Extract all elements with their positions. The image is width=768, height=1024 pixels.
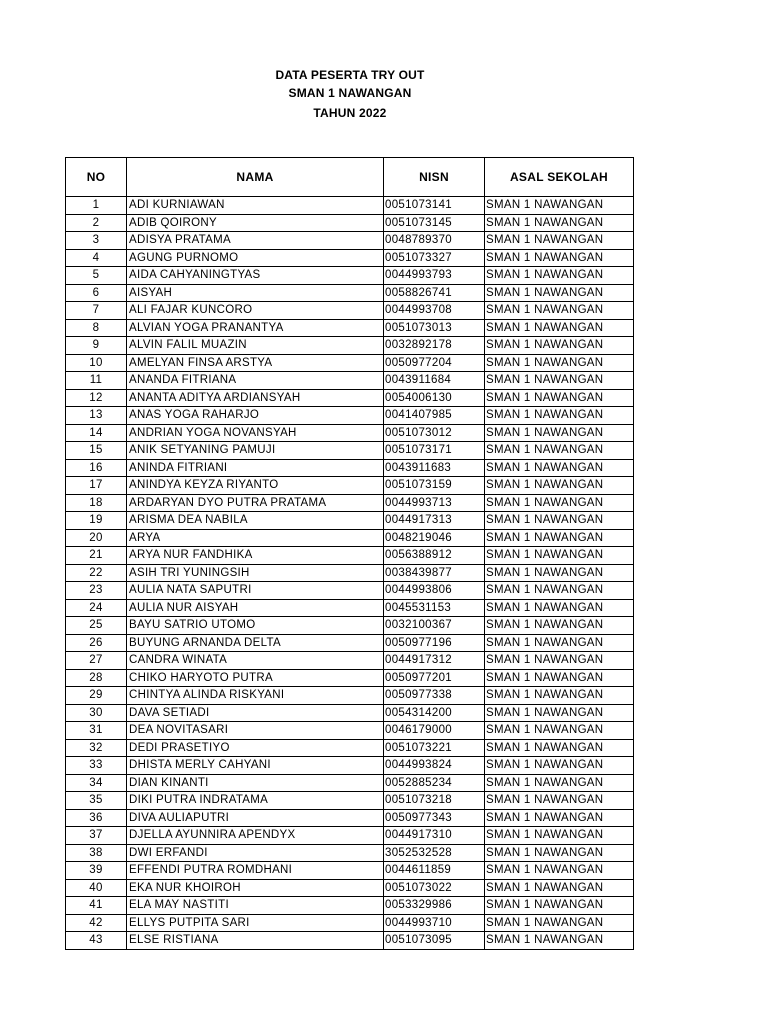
table-row [66, 774, 634, 792]
student-nisn-cell: 0054006130 [384, 389, 485, 407]
table-row [66, 267, 634, 285]
table-row [66, 494, 634, 512]
student-name-cell: ANAS YOGA RAHARJO [127, 407, 384, 425]
table-row [66, 739, 634, 757]
school-name-cell: SMAN 1 NAWANGAN [485, 704, 634, 722]
table-row [66, 249, 634, 267]
row-number-cell: 24 [66, 599, 127, 617]
row-number-cell: 37 [66, 827, 127, 845]
student-name-cell: EFFENDI PUTRA ROMDHANI [127, 862, 384, 880]
column-header-no: NO [66, 158, 127, 197]
row-number-cell: 4 [66, 249, 127, 267]
school-name-cell: SMAN 1 NAWANGAN [485, 827, 634, 845]
student-nisn-cell: 0052885234 [384, 774, 485, 792]
table-row [66, 879, 634, 897]
student-name-cell: CANDRA WINATA [127, 652, 384, 670]
row-number-cell: 33 [66, 757, 127, 775]
table-row [66, 214, 634, 232]
table-row [66, 862, 634, 880]
student-name-cell: ARISMA DEA NABILA [127, 512, 384, 530]
row-number-cell: 35 [66, 792, 127, 810]
table-row [66, 372, 634, 390]
student-name-cell: ALVIAN YOGA PRANANTYA [127, 319, 384, 337]
school-name-cell: SMAN 1 NAWANGAN [485, 722, 634, 740]
school-name-cell: SMAN 1 NAWANGAN [485, 687, 634, 705]
school-name-cell: SMAN 1 NAWANGAN [485, 302, 634, 320]
student-name-cell: ARYA [127, 529, 384, 547]
school-name-cell: SMAN 1 NAWANGAN [485, 512, 634, 530]
table-row [66, 617, 634, 635]
student-nisn-cell: 3052532528 [384, 844, 485, 862]
table-row [66, 809, 634, 827]
school-name-cell: SMAN 1 NAWANGAN [485, 547, 634, 565]
table-row [66, 914, 634, 932]
student-nisn-cell: 0044993708 [384, 302, 485, 320]
row-number-cell: 3 [66, 232, 127, 250]
school-name-cell: SMAN 1 NAWANGAN [485, 774, 634, 792]
table-row [66, 337, 634, 355]
student-nisn-cell: 0046179000 [384, 722, 485, 740]
school-name-cell: SMAN 1 NAWANGAN [485, 232, 634, 250]
student-nisn-cell: 0054314200 [384, 704, 485, 722]
student-nisn-cell: 0051073022 [384, 879, 485, 897]
row-number-cell: 9 [66, 337, 127, 355]
school-name-cell: SMAN 1 NAWANGAN [485, 564, 634, 582]
student-name-cell: ELA MAY NASTITI [127, 897, 384, 915]
school-name-cell: SMAN 1 NAWANGAN [485, 529, 634, 547]
student-name-cell: AULIA NATA SAPUTRI [127, 582, 384, 600]
student-name-cell: ADISYA PRATAMA [127, 232, 384, 250]
school-name-cell: SMAN 1 NAWANGAN [485, 249, 634, 267]
school-name-cell: SMAN 1 NAWANGAN [485, 897, 634, 915]
school-name-cell: SMAN 1 NAWANGAN [485, 844, 634, 862]
school-name-cell: SMAN 1 NAWANGAN [485, 337, 634, 355]
table-row [66, 704, 634, 722]
school-name-cell: SMAN 1 NAWANGAN [485, 372, 634, 390]
row-number-cell: 13 [66, 407, 127, 425]
student-nisn-cell: 0043911683 [384, 459, 485, 477]
table-row [66, 844, 634, 862]
student-nisn-cell: 0051073145 [384, 214, 485, 232]
table-row [66, 232, 634, 250]
row-number-cell: 40 [66, 879, 127, 897]
student-nisn-cell: 0050977338 [384, 687, 485, 705]
school-name-cell: SMAN 1 NAWANGAN [485, 809, 634, 827]
student-name-cell: ARYA NUR FANDHIKA [127, 547, 384, 565]
school-name-cell: SMAN 1 NAWANGAN [485, 739, 634, 757]
student-nisn-cell: 0044917312 [384, 652, 485, 670]
student-name-cell: DWI ERFANDI [127, 844, 384, 862]
student-name-cell: AULIA NUR AISYAH [127, 599, 384, 617]
table-row [66, 652, 634, 670]
student-nisn-cell: 0050977196 [384, 634, 485, 652]
table-row [66, 827, 634, 845]
school-name-cell: SMAN 1 NAWANGAN [485, 617, 634, 635]
row-number-cell: 27 [66, 652, 127, 670]
student-nisn-cell: 0044993806 [384, 582, 485, 600]
student-nisn-cell: 0048219046 [384, 529, 485, 547]
table-row [66, 687, 634, 705]
student-name-cell: ANIK SETYANING PAMUJI [127, 442, 384, 460]
school-name-cell: SMAN 1 NAWANGAN [485, 634, 634, 652]
school-name-cell: SMAN 1 NAWANGAN [485, 267, 634, 285]
student-name-cell: DHISTA MERLY CAHYANI [127, 757, 384, 775]
student-name-cell: ANINDYA KEYZA RIYANTO [127, 477, 384, 495]
student-name-cell: ANDRIAN YOGA NOVANSYAH [127, 424, 384, 442]
row-number-cell: 38 [66, 844, 127, 862]
student-name-cell: AIDA CAHYANINGTYAS [127, 267, 384, 285]
student-nisn-cell: 0050977204 [384, 354, 485, 372]
row-number-cell: 36 [66, 809, 127, 827]
table-row [66, 564, 634, 582]
student-name-cell: ASIH TRI YUNINGSIH [127, 564, 384, 582]
table-row [66, 407, 634, 425]
student-nisn-cell: 0043911684 [384, 372, 485, 390]
row-number-cell: 16 [66, 459, 127, 477]
row-number-cell: 25 [66, 617, 127, 635]
student-name-cell: EKA NUR KHOIROH [127, 879, 384, 897]
student-name-cell: BAYU SATRIO UTOMO [127, 617, 384, 635]
year-heading: TAHUN 2022 [313, 106, 387, 120]
row-number-cell: 26 [66, 634, 127, 652]
student-nisn-cell: 0032100367 [384, 617, 485, 635]
student-nisn-cell: 0051073159 [384, 477, 485, 495]
student-nisn-cell: 0044993713 [384, 494, 485, 512]
student-nisn-cell: 0048789370 [384, 232, 485, 250]
column-header-nisn: NISN [384, 158, 485, 197]
school-name-cell: SMAN 1 NAWANGAN [485, 459, 634, 477]
row-number-cell: 34 [66, 774, 127, 792]
student-name-cell: ARDARYAN DYO PUTRA PRATAMA [127, 494, 384, 512]
school-name-cell: SMAN 1 NAWANGAN [485, 477, 634, 495]
table-row [66, 634, 634, 652]
school-name-cell: SMAN 1 NAWANGAN [485, 494, 634, 512]
student-name-cell: ADIB QOIRONY [127, 214, 384, 232]
student-name-cell: AMELYAN FINSA ARSTYA [127, 354, 384, 372]
student-nisn-cell: 0051073218 [384, 792, 485, 810]
student-name-cell: ALVIN FALIL MUAZIN [127, 337, 384, 355]
student-name-cell: ELSE RISTIANA [127, 932, 384, 950]
student-nisn-cell: 0032892178 [384, 337, 485, 355]
student-name-cell: AGUNG PURNOMO [127, 249, 384, 267]
student-nisn-cell: 0050977201 [384, 669, 485, 687]
row-number-cell: 39 [66, 862, 127, 880]
student-nisn-cell: 0051073013 [384, 319, 485, 337]
student-name-cell: DEA NOVITASARI [127, 722, 384, 740]
row-number-cell: 19 [66, 512, 127, 530]
student-nisn-cell: 0051073095 [384, 932, 485, 950]
student-nisn-cell: 0051073327 [384, 249, 485, 267]
school-name-cell: SMAN 1 NAWANGAN [485, 599, 634, 617]
row-number-cell: 22 [66, 564, 127, 582]
student-nisn-cell: 0045531153 [384, 599, 485, 617]
school-name-cell: SMAN 1 NAWANGAN [485, 284, 634, 302]
student-name-cell: ADI KURNIAWAN [127, 197, 384, 215]
student-name-cell: ALI FAJAR KUNCORO [127, 302, 384, 320]
row-number-cell: 6 [66, 284, 127, 302]
student-nisn-cell: 0056388912 [384, 547, 485, 565]
column-header-nama: NAMA [127, 158, 384, 197]
student-nisn-cell: 0058826741 [384, 284, 485, 302]
row-number-cell: 31 [66, 722, 127, 740]
student-name-cell: DIAN KINANTI [127, 774, 384, 792]
table-row [66, 669, 634, 687]
row-number-cell: 20 [66, 529, 127, 547]
row-number-cell: 23 [66, 582, 127, 600]
school-name-cell: SMAN 1 NAWANGAN [485, 932, 634, 950]
student-nisn-cell: 0053329986 [384, 897, 485, 915]
school-name-cell: SMAN 1 NAWANGAN [485, 319, 634, 337]
row-number-cell: 8 [66, 319, 127, 337]
table-row [66, 284, 634, 302]
student-name-cell: ANANDA FITRIANA [127, 372, 384, 390]
student-nisn-cell: 0051073221 [384, 739, 485, 757]
student-nisn-cell: 0044917313 [384, 512, 485, 530]
school-name-cell: SMAN 1 NAWANGAN [485, 442, 634, 460]
table-row [66, 354, 634, 372]
school-name-cell: SMAN 1 NAWANGAN [485, 792, 634, 810]
table-row [66, 722, 634, 740]
row-number-cell: 2 [66, 214, 127, 232]
student-nisn-cell: 0050977343 [384, 809, 485, 827]
row-number-cell: 14 [66, 424, 127, 442]
school-name-cell: SMAN 1 NAWANGAN [485, 862, 634, 880]
school-name-cell: SMAN 1 NAWANGAN [485, 582, 634, 600]
school-name-cell: SMAN 1 NAWANGAN [485, 424, 634, 442]
student-nisn-cell: 0044611859 [384, 862, 485, 880]
table-row [66, 389, 634, 407]
student-name-cell: DJELLA AYUNNIRA APENDYX [127, 827, 384, 845]
student-nisn-cell: 0051073012 [384, 424, 485, 442]
school-name-cell: SMAN 1 NAWANGAN [485, 354, 634, 372]
table-row [66, 932, 634, 950]
table-row [66, 599, 634, 617]
school-name-cell: SMAN 1 NAWANGAN [485, 757, 634, 775]
school-name-cell: SMAN 1 NAWANGAN [485, 407, 634, 425]
participant-table [65, 157, 634, 950]
student-name-cell: ANINDA FITRIANI [127, 459, 384, 477]
row-number-cell: 30 [66, 704, 127, 722]
table-row [66, 529, 634, 547]
school-name-cell: SMAN 1 NAWANGAN [485, 214, 634, 232]
school-name-cell: SMAN 1 NAWANGAN [485, 652, 634, 670]
document-title: DATA PESERTA TRY OUT [275, 68, 425, 82]
school-name-cell: SMAN 1 NAWANGAN [485, 669, 634, 687]
table-row [66, 757, 634, 775]
table-body [66, 197, 634, 950]
row-number-cell: 41 [66, 897, 127, 915]
table-row [66, 459, 634, 477]
school-name-heading: SMAN 1 NAWANGAN [288, 86, 412, 100]
student-nisn-cell: 0044917310 [384, 827, 485, 845]
student-name-cell: ELLYS PUTPITA SARI [127, 914, 384, 932]
student-name-cell: CHINTYA ALINDA RISKYANI [127, 687, 384, 705]
student-name-cell: DEDI PRASETIYO [127, 739, 384, 757]
table-row [66, 512, 634, 530]
table-row [66, 319, 634, 337]
row-number-cell: 28 [66, 669, 127, 687]
row-number-cell: 42 [66, 914, 127, 932]
student-nisn-cell: 0044993710 [384, 914, 485, 932]
column-header-asal-sekolah: ASAL SEKOLAH [485, 158, 634, 197]
row-number-cell: 15 [66, 442, 127, 460]
student-name-cell: AISYAH [127, 284, 384, 302]
school-name-cell: SMAN 1 NAWANGAN [485, 197, 634, 215]
student-nisn-cell: 0044993793 [384, 267, 485, 285]
student-name-cell: DIKI PUTRA INDRATAMA [127, 792, 384, 810]
student-name-cell: BUYUNG ARNANDA DELTA [127, 634, 384, 652]
row-number-cell: 5 [66, 267, 127, 285]
table-row [66, 582, 634, 600]
row-number-cell: 18 [66, 494, 127, 512]
school-name-cell: SMAN 1 NAWANGAN [485, 879, 634, 897]
table-row [66, 792, 634, 810]
school-name-cell: SMAN 1 NAWANGAN [485, 389, 634, 407]
table-row [66, 424, 634, 442]
row-number-cell: 43 [66, 932, 127, 950]
school-name-cell: SMAN 1 NAWANGAN [485, 914, 634, 932]
student-nisn-cell: 0038439877 [384, 564, 485, 582]
table-row [66, 442, 634, 460]
row-number-cell: 32 [66, 739, 127, 757]
student-name-cell: DAVA SETIADI [127, 704, 384, 722]
student-nisn-cell: 0041407985 [384, 407, 485, 425]
row-number-cell: 21 [66, 547, 127, 565]
student-name-cell: ANANTA ADITYA ARDIANSYAH [127, 389, 384, 407]
row-number-cell: 29 [66, 687, 127, 705]
row-number-cell: 17 [66, 477, 127, 495]
row-number-cell: 12 [66, 389, 127, 407]
row-number-cell: 10 [66, 354, 127, 372]
student-name-cell: DIVA AULIAPUTRI [127, 809, 384, 827]
student-name-cell: CHIKO HARYOTO PUTRA [127, 669, 384, 687]
table-row [66, 477, 634, 495]
row-number-cell: 1 [66, 197, 127, 215]
student-nisn-cell: 0051073141 [384, 197, 485, 215]
row-number-cell: 11 [66, 372, 127, 390]
table-row [66, 547, 634, 565]
table-header-row [66, 158, 634, 197]
student-nisn-cell: 0044993824 [384, 757, 485, 775]
student-nisn-cell: 0051073171 [384, 442, 485, 460]
table-row [66, 897, 634, 915]
table-row [66, 302, 634, 320]
row-number-cell: 7 [66, 302, 127, 320]
table-row [66, 197, 634, 215]
